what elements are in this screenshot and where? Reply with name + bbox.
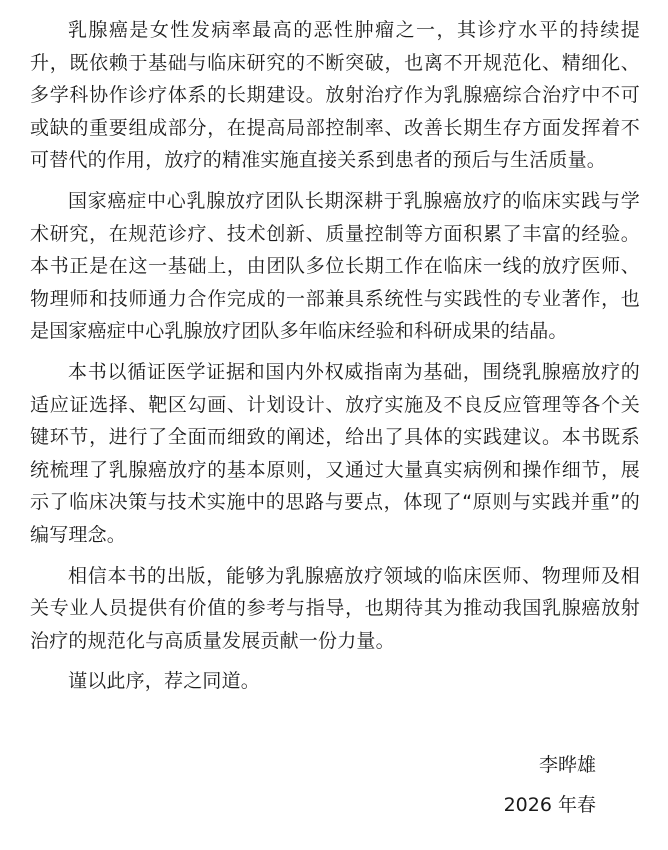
preface-body [30, 14, 640, 706]
paragraph-4: 相信本书的出版，能够为乳腺癌放疗领域的临床医师、物理师及相关专业人员提供有价值的参考与指导，也期待其为推动我国乳腺癌放射治疗的规范化与高质量发展贡献一份力量。 [30, 564, 640, 652]
signature-date: 2026 年春 [503, 794, 596, 816]
paragraph-2: 国家癌症中心乳腺放疗团队长期深耕于乳腺癌放疗的临床实践与学术研究，在规范诊疗、技术创新、质量控制等方面积累了丰富的经验。本书正是在这一基础上，由团队多位长期工作在临床一线的放疗医师、物理师和技师通力合作完成的一部兼具系统性与实践性的专业著作，也是国家癌症中心乳腺放疗团队多年临床经验和科研成果的结晶。 [30, 189, 640, 343]
paragraph-3: 本书以循证医学证据和国内外权威指南为基础，围绕乳腺癌放疗的适应证选择、靶区勾画、计划设计、放疗实施及不良反应管理等各个关键环节，进行了全面而细致的阐述，给出了具体的实践建议。本书既系统梳理了乳腺癌放疗的基本原则，又通过大量真实病例和操作细节，展示了临床决策与技术实施中的思路与要点，体现了“原则与实践并重”的编写理念。 [30, 360, 640, 546]
paragraph-5: 谨以此序，荐之同道。 [68, 670, 261, 693]
paragraph-1: 乳腺癌是女性发病率最高的恶性肿瘤之一，其诊疗水平的持续提升，既依赖于基础与临床研究的不断突破，也离不开规范化、精细化、多学科协作诊疗体系的长期建设。放射治疗作为乳腺癌综合治疗中不可或缺的重要组成部分，在提高局部控制率、改善长期生存方面发挥着不可替代的作用，放疗的精准实施直接关系到患者的预后与生活质量。 [30, 19, 640, 172]
signature-name: 李晔雄 [538, 754, 596, 776]
